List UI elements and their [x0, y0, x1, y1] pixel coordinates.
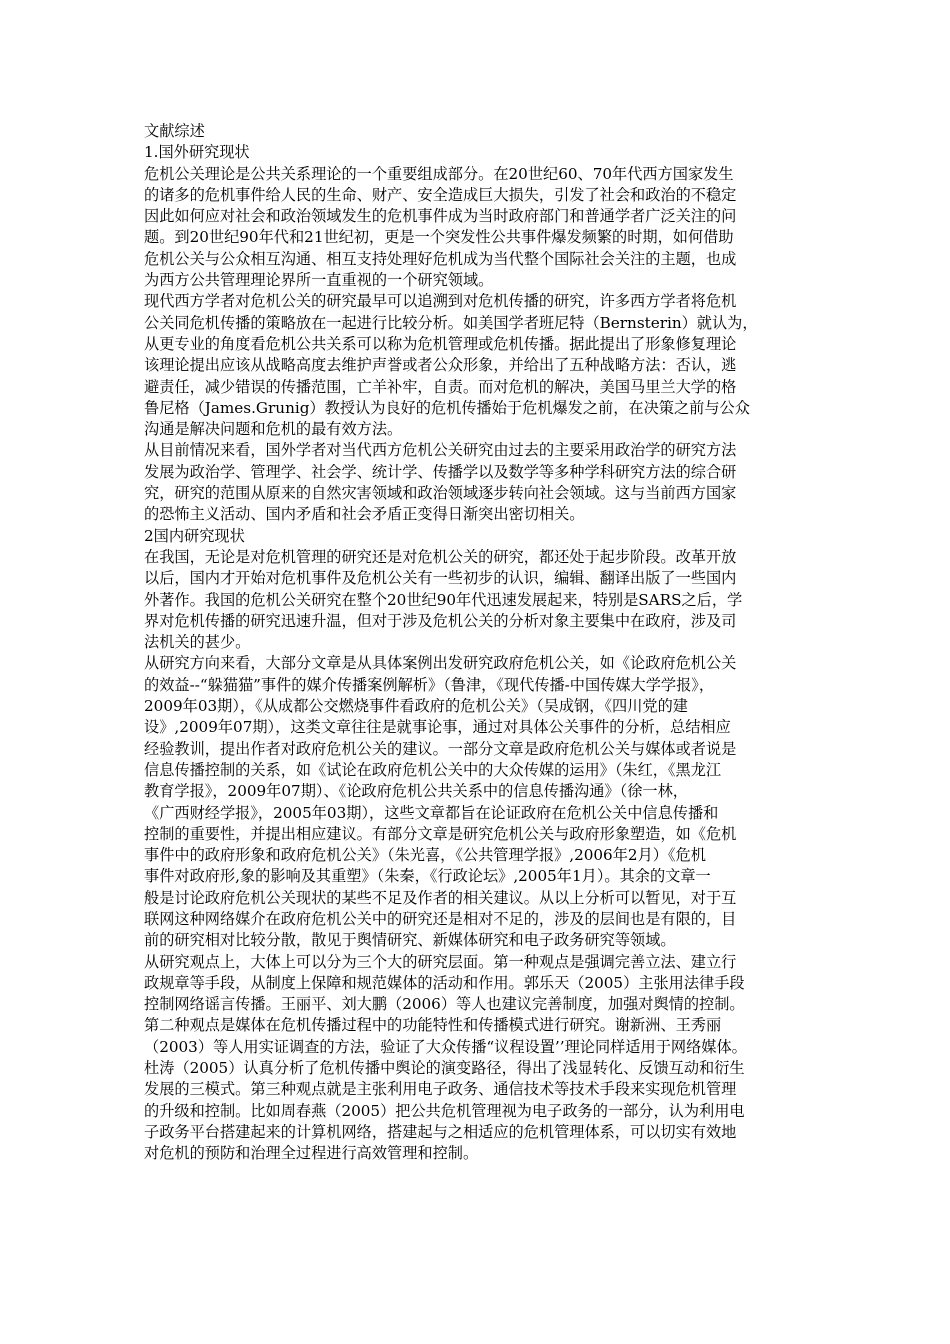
text-line: 发展的三模式。第三种观点就是主张利用电子政务、通信技术等技术手段来实现危机管理	[144, 1080, 737, 1099]
text-line: 从研究观点上，大体上可以分为三个大的研究层面。第一种观点是强调完善立法、建立行	[144, 952, 737, 971]
text-line: 控制网络谣言传播。王丽平、刘大鹏（2006）等人也建议完善制度，加强对舆情的控制。	[144, 995, 745, 1014]
text-line: 的效益--“躲猫猫”事件的媒介传播案例解析》（鲁津，《现代传播-中国传媒大学学报》，	[144, 675, 715, 694]
text-line: 的升级和控制。比如周春燕（2005）把公共危机管理视为电子政务的一部分，认为利用电	[144, 1101, 745, 1120]
text-line: 杜涛（2005）认真分析了危机传播中舆论的演变路径，得出了浅显转化、反馈互动和衍生	[144, 1059, 745, 1078]
text-line: 危机公关理论是公共关系理论的一个重要组成部分。在20世纪60、70年代西方国家发生	[144, 164, 734, 183]
text-line: 《广西财经学报》，2005年03期），这些文章都旨在论证政府在危机公关中信息传播和	[144, 803, 719, 822]
text-line: 避责任，减少错误的传播范围，亡羊补牢，自责。而对危机的解决，美国马里兰大学的格	[144, 377, 737, 396]
text-line: 教育学报》，2009年07期）、《论政府危机公共关系中的信息传播沟通》（徐一林，	[144, 782, 688, 801]
text-line: 的恐怖主义活动、国内矛盾和社会矛盾正变得日渐突出密切相关。	[144, 505, 585, 524]
text-line: 经验教训，提出作者对政府危机公关的建议。一部分文章是政府危机公关与媒体或者说是	[144, 739, 737, 758]
text-line: 公关同危机传播的策略放在一起进行比较分析。如美国学者班尼特（Bernsterin）就认为，	[144, 313, 758, 332]
text-line: 控制的重要性，并提出相应建议。有部分文章是研究危机公关与政府形象塑造，如《危机	[144, 824, 737, 843]
text-line: 第二种观点是媒体在危机传播过程中的功能特性和传播模式进行研究。谢新洲、王秀丽	[144, 1016, 722, 1035]
text-line: （2003）等人用实证调查的方法，验证了大众传播“议程设置’’理论同样适用于网络媒体。	[144, 1037, 747, 1056]
paragraph-foreign-1	[144, 164, 812, 292]
text-line: 题。到20世纪90年代和21世纪初，更是一个突发性公共事件爆发频繁的时期，如何借助	[144, 228, 734, 247]
text-line: 为西方公共管理理论界所一直重视的一个研究领域。	[144, 271, 494, 290]
text-line: 现代西方学者对危机公关的研究最早可以追溯到对危机传播的研究，许多西方学者将危机	[144, 292, 737, 311]
text-line: 对危机的预防和治理全过程进行高效管理和控制。	[144, 1144, 479, 1163]
text-line: 鲁尼格（James.Grunig）教授认为良好的危机传播始于危机爆发之前，在决策之前与公众	[144, 398, 750, 417]
text-line: 前的研究相对比较分散，散见于舆情研究、新媒体研究和电子政务研究等领域。	[144, 931, 676, 950]
text-line: 联网这种网络媒介在政府危机公关中的研究还是相对不足的，涉及的层间也是有限的，目	[144, 909, 737, 928]
paragraph-foreign-3	[144, 440, 812, 525]
text-line: 2009年03期），《从成都公交燃烧事件看政府的危机公关》（吴成钢，《四川党的建	[144, 697, 688, 716]
text-line: 发展为政治学、管理学、社会学、统计学、传播学以及数学等多种学科研究方法的综合研	[144, 462, 737, 481]
text-line: 从目前情况来看，国外学者对当代西方危机公关研究由过去的主要采用政治学的研究方法	[144, 441, 737, 460]
text-line: 子政务平台搭建起来的计算机网络，搭建起与之相适应的危机管理体系，可以切实有效地	[144, 1122, 737, 1141]
text-line: 危机公关与公众相互沟通、相互支持处理好危机成为当代整个国际社会关注的主题，也成	[144, 249, 737, 268]
text-line: 该理论提出应该从战略高度去维护声誉或者公众形象，并给出了五种战略方法：否认，逃	[144, 356, 737, 375]
section-heading-foreign: 1.国外研究现状	[144, 143, 250, 162]
paragraph-domestic-3	[144, 952, 812, 1165]
text-line: 外著作。我国的危机公关研究在整个20世纪90年代迅速发展起来，特别是SARS之后，学	[144, 590, 743, 609]
text-line: 在我国，无论是对危机管理的研究还是对危机公关的研究，都还处于起步阶段。改革开放	[144, 547, 737, 566]
paragraph-domestic-2	[144, 653, 812, 951]
document-title: 文献综述	[144, 122, 205, 140]
document-page	[144, 121, 812, 1165]
paragraph-domestic-1	[144, 547, 812, 653]
paragraph-foreign-2	[144, 291, 812, 440]
text-line: 界对危机传播的研究迅速升温，但对于涉及危机公关的分析对象主要集中在政府，涉及司	[144, 611, 737, 630]
text-line: 信息传播控制的关系，如《试论在政府危机公关中的大众传媒的运用》（朱红，《黑龙江	[144, 760, 722, 779]
text-line: 法机关的甚少。	[144, 633, 251, 652]
text-line: 究，研究的范围从原来的自然灾害领域和政治领域逐步转向社会领域。这与当前西方国家	[144, 484, 737, 503]
text-line: 事件中的政府形象和政府危机公关》（朱光喜，《公共管理学报》,2006年2月）《危机	[144, 846, 706, 865]
text-line: 从研究方向来看，大部分文章是从具体案例出发研究政府危机公关，如《论政府危机公关	[144, 654, 737, 673]
text-line: 从更专业的角度看危机公共关系可以称为危机管理或危机传播。据此提出了形象修复理论	[144, 334, 737, 353]
text-line: 般是讨论政府危机公关现状的某些不足及作者的相关建议。从以上分析可以暂见，对于互	[144, 888, 737, 907]
text-line: 设》,2009年07期），这类文章往往是就事论事，通过对具体公关事件的分析，总结相应	[144, 718, 731, 737]
text-line: 沟通是解决问题和危机的最有效方法。	[144, 420, 403, 439]
text-line: 事件对政府形,象的影响及其重塑》（朱秦，《行政论坛》,2005年1月）。其余的文章一	[144, 867, 711, 886]
text-line: 以后，国内才开始对危机事件及危机公关有一些初步的认识，编辑、翻译出版了一些国内	[144, 569, 737, 588]
text-line: 的诸多的危机事件给人民的生命、财产、安全造成巨大损失，引发了社会和政治的不稳定	[144, 185, 737, 204]
text-line: 因此如何应对社会和政治领域发生的危机事件成为当时政府部门和普通学者广泛关注的问	[144, 207, 737, 226]
text-line: 政规章等手段，从制度上保障和规范媒体的活动和作用。郭乐天（2005）主张用法律手段	[144, 973, 745, 992]
section-heading-domestic: 2国内研究现状	[144, 526, 245, 545]
